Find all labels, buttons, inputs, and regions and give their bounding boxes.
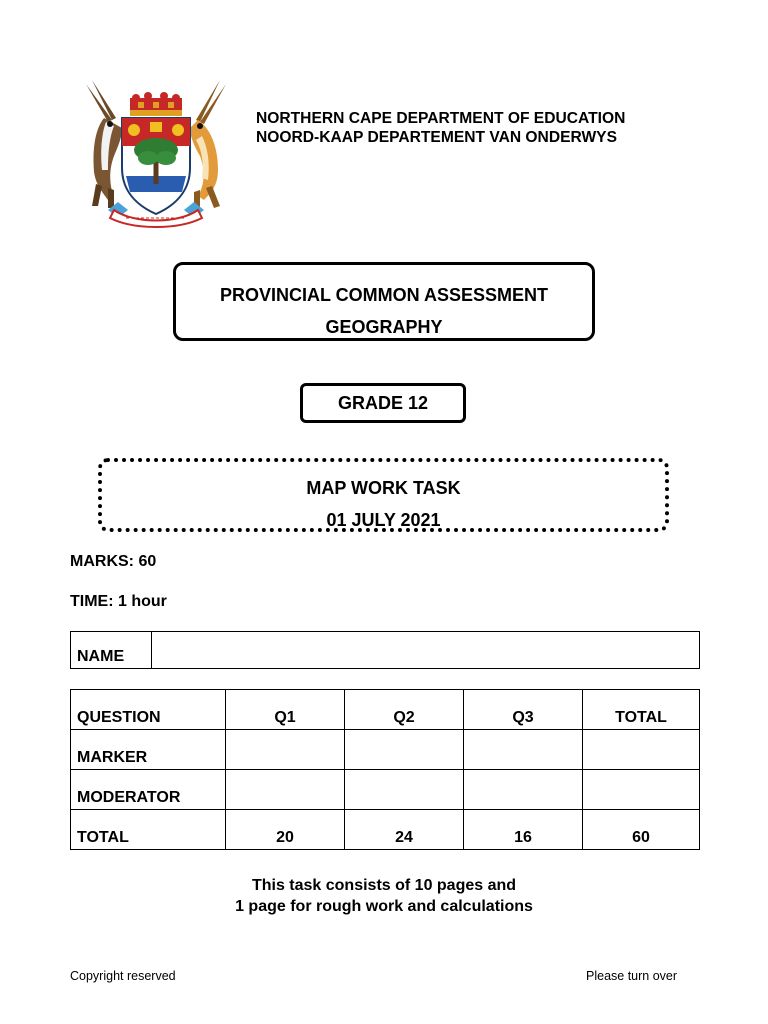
marker-q1-cell[interactable] [226, 730, 345, 770]
table-row-label: MARKER [71, 730, 226, 770]
table-row [71, 770, 700, 810]
time-info: TIME: 1 hour [70, 593, 167, 610]
moderator-q3-cell[interactable] [464, 770, 583, 810]
crown-icon [130, 92, 182, 116]
table-row [71, 810, 700, 850]
grand-total-cell: 60 [583, 810, 700, 850]
name-label: NAME [77, 648, 125, 665]
grade-label: GRADE 12 [337, 392, 429, 413]
table-row-label: TOTAL [71, 810, 226, 850]
department-name-english: NORTHERN CAPE DEPARTMENT OF EDUCATION [256, 110, 626, 127]
name-row [71, 632, 700, 669]
marker-q3-cell[interactable] [464, 730, 583, 770]
name-field[interactable] [152, 632, 700, 669]
moderator-total-cell[interactable] [583, 770, 700, 810]
springbok-icon [190, 80, 226, 210]
coat-of-arms-icon [78, 76, 234, 228]
table-header-cell: Q2 [345, 690, 464, 730]
total-q2-cell: 24 [345, 810, 464, 850]
marks-info: MARKS: 60 [70, 553, 157, 570]
table-header-cell: Q1 [226, 690, 345, 730]
department-heading [256, 109, 625, 147]
copyright-text: Copyright reserved [70, 969, 176, 983]
table-row-label: MODERATOR [71, 770, 226, 810]
gemsbok-icon [86, 80, 122, 208]
department-name-afrikaans: NOORD-KAAP DEPARTEMENT VAN ONDERWYS [256, 129, 617, 146]
table-row [71, 730, 700, 770]
table-header-row [71, 690, 700, 730]
total-q3-cell: 16 [464, 810, 583, 850]
shield-icon [122, 118, 190, 214]
moderator-q2-cell[interactable] [345, 770, 464, 810]
name-table [70, 631, 700, 669]
subject-title: GEOGRAPHY [325, 317, 443, 337]
assessment-title: PROVINCIAL COMMON ASSESSMENT [219, 285, 549, 305]
turn-over-text: Please turn over [586, 969, 678, 983]
moderator-q1-cell[interactable] [226, 770, 345, 810]
table-header-cell: TOTAL [583, 690, 700, 730]
page-count-line-2: 1 page for rough work and calculations [235, 898, 533, 915]
marker-q2-cell[interactable] [345, 730, 464, 770]
task-date: 01 JULY 2021 [326, 510, 441, 530]
page-count-note [0, 875, 768, 917]
assessment-title-box [173, 262, 595, 341]
task-name: MAP WORK TASK [306, 478, 461, 498]
table-header-cell: QUESTION [71, 690, 226, 730]
total-q1-cell: 20 [226, 810, 345, 850]
table-header-cell: Q3 [464, 690, 583, 730]
task-box [98, 458, 669, 532]
name-label-cell [71, 632, 152, 669]
marker-total-cell[interactable] [583, 730, 700, 770]
page-count-line-1: This task consists of 10 pages and [251, 877, 517, 894]
grade-box [300, 383, 466, 423]
score-table [70, 689, 700, 850]
